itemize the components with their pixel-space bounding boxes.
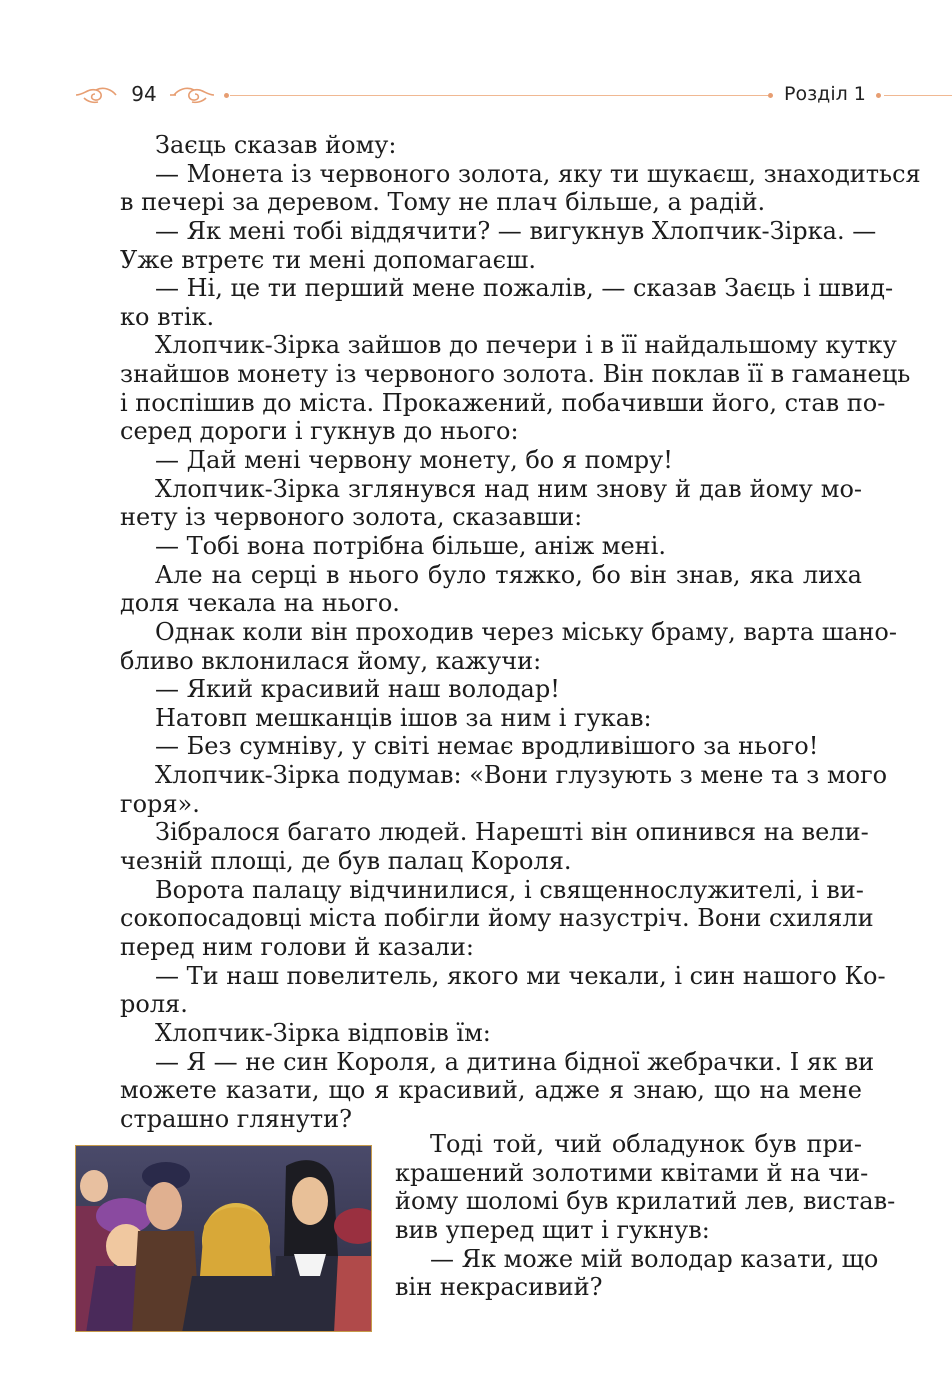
text-line: доля чекала на нього. xyxy=(120,589,400,618)
text-line: нету із червоного золота, сказавши: xyxy=(120,503,583,532)
text-line: вив уперед щит і гукнув: xyxy=(395,1215,710,1244)
text-line: Зібралося багато людей. Нарешті він опинився на вели- xyxy=(155,818,869,847)
rule-dot xyxy=(224,93,229,98)
text-line: — Як може мій володар казати, що xyxy=(430,1244,879,1273)
rule-dot xyxy=(876,93,881,98)
text-line: серед дороги і гукнув до нього: xyxy=(120,417,519,446)
text-line: — Ні, це ти перший мене пожалів, — сказав Заєць і швид- xyxy=(155,274,894,303)
text-line: Тоді той, чий обладунок був при- xyxy=(430,1130,862,1158)
text-line: страшно глянути? xyxy=(120,1104,352,1133)
text-line: Натовп мешканців ішов за ним і гукав: xyxy=(155,703,652,732)
text-line: в печері за деревом. Тому не плач більше, а радій. xyxy=(120,188,766,217)
text-line: роля. xyxy=(120,990,188,1019)
page-number: 94 xyxy=(131,82,157,106)
text-line: Хлопчик-Зірка зайшов до печери і в її найдальшому кутку xyxy=(155,331,897,360)
header-rule-right xyxy=(884,95,952,96)
text-line: — Ти наш повелитель, якого ми чекали, і син нашого Ко- xyxy=(155,961,886,990)
text-line: перед ним голови й казали: xyxy=(120,932,474,961)
text-line: Однак коли він проходив через міську браму, варта шано- xyxy=(155,617,897,646)
text-line: Ворота палацу відчинилися, і священнослужителі, і ви- xyxy=(155,875,864,904)
body-text xyxy=(120,131,921,1133)
text-line: йому шоломі був крилатий лев, вистав- xyxy=(395,1187,896,1216)
text-line: — Монета із червоного золота, яку ти шукаєш, знаходиться xyxy=(155,159,921,188)
illustration-crowd-image xyxy=(75,1145,372,1332)
text-line: — Без сумніву, у світі немає вродливішого за нього! xyxy=(155,732,819,761)
text-line: Хлопчик-Зірка подумав: «Вони глузують з мене та з мого xyxy=(155,761,888,790)
text-line: сокопосадовці міста побігли йому назустріч. Вони схиляли xyxy=(120,904,874,933)
text-line: він некрасивий? xyxy=(395,1273,603,1302)
page-header xyxy=(0,72,952,120)
side-text xyxy=(395,1130,896,1302)
text-line: крашений золотими квітами й на чи- xyxy=(395,1158,869,1187)
text-line: — Тобі вона потрібна більше, аніж мені. xyxy=(155,531,666,560)
text-line: ко втік. xyxy=(120,302,215,331)
text-line: Хлопчик-Зірка відповів їм: xyxy=(155,1018,491,1047)
text-line: знайшов монету із червоного золота. Він поклав її в гаманець xyxy=(120,360,911,389)
text-line: бливо вклонилася йому, кажучи: xyxy=(120,646,542,675)
ornament-right-icon xyxy=(168,84,216,106)
text-line: Заєць сказав йому: xyxy=(155,131,397,159)
text-line: — Як мені тобі віддячити? — вигукнув Хлопчик-Зірка. — xyxy=(155,216,877,245)
text-line: Але на серці в нього було тяжко, бо він знав, яка лиха xyxy=(155,560,862,589)
text-line: чезній площі, де був палац Короля. xyxy=(120,847,572,876)
text-line: можете казати, що я красивий, адже я знаю, що на мене xyxy=(120,1076,862,1105)
text-line: Хлопчик-Зірка зглянувся над ним знову й дав йому мо- xyxy=(155,474,862,503)
text-line: і поспішив до міста. Прокажений, побачивши його, став по- xyxy=(120,388,886,417)
text-line: — Який красивий наш володар! xyxy=(155,675,560,704)
text-line: — Дай мені червону монету, бо я помру! xyxy=(155,446,673,475)
section-label: Розділ 1 xyxy=(784,83,866,105)
text-line: — Я — не син Короля, а дитина бідної жебрачки. І як ви xyxy=(155,1047,875,1076)
text-line: горя». xyxy=(120,789,200,818)
header-rule xyxy=(230,95,768,96)
text-line: Уже втретє ти мені допомагаєш. xyxy=(120,245,536,274)
rule-dot xyxy=(768,93,773,98)
ornament-left-icon xyxy=(74,84,118,106)
